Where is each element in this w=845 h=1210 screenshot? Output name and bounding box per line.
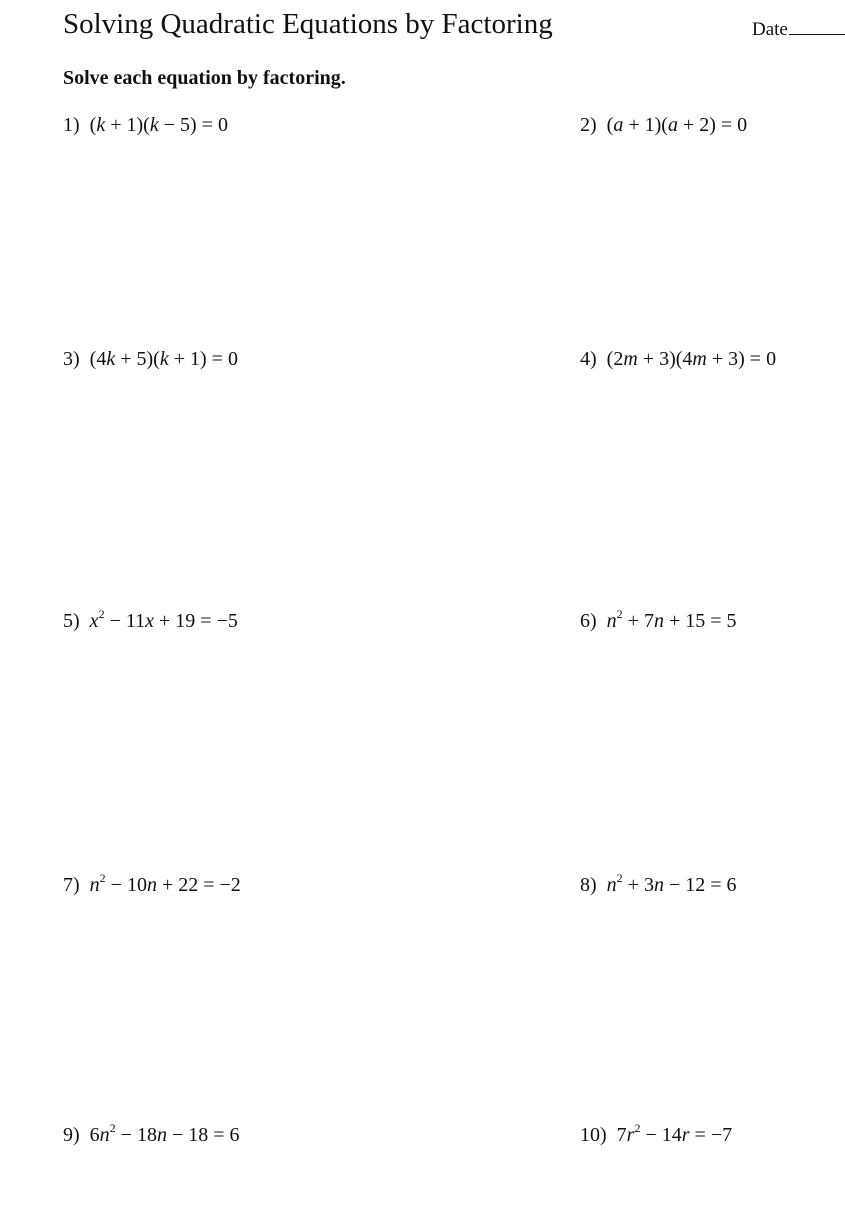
equation: (a + 1)(a + 2) = 0: [606, 114, 748, 136]
equation: $n^2 + 7n + 15 = 5$: [606, 607, 737, 632]
equation: $x^2 - 11x + 19 = -5$: [89, 607, 238, 632]
problem-number: 6): [580, 610, 597, 632]
equation: (4k + 5)(k + 1) = 0: [89, 348, 238, 370]
problem-number: 4): [580, 348, 597, 370]
problem-10: [580, 1121, 733, 1147]
date-label: Date: [752, 19, 788, 40]
problem-number: 3): [63, 348, 80, 370]
equation: $n^2 - 10n + 22 = -2$: [89, 871, 241, 896]
equation: $6n^2 - 18n - 18 = 6$: [89, 1121, 240, 1146]
instructions: Solve each equation by factoring.: [63, 67, 346, 89]
problem-number: 8): [580, 874, 597, 896]
equation: (2m + 3)(4m + 3) = 0: [606, 348, 777, 370]
date-field: [752, 19, 845, 41]
problem-number: 7): [63, 874, 80, 896]
date-blank-line[interactable]: [789, 34, 845, 35]
problem-2: [580, 114, 747, 137]
problem-number: 9): [63, 1124, 80, 1146]
problem-3: [63, 348, 238, 371]
problem-number: 1): [63, 114, 80, 136]
problem-number: 5): [63, 610, 80, 632]
problem-number: 2): [580, 114, 597, 136]
problem-6: [580, 607, 737, 633]
problem-5: [63, 607, 238, 633]
problem-number: 10): [580, 1124, 607, 1146]
problem-1: [63, 114, 228, 137]
problem-7: [63, 871, 241, 897]
problem-9: [63, 1121, 240, 1147]
worksheet-title: Solving Quadratic Equations by Factoring: [63, 8, 553, 40]
equation: (k + 1)(k − 5) = 0: [89, 114, 228, 136]
equation: $n^2 + 3n - 12 = 6$: [606, 871, 737, 896]
problem-4: [580, 348, 776, 371]
equation: $7r^2 - 14r = -7$: [616, 1121, 733, 1146]
problem-8: [580, 871, 737, 897]
